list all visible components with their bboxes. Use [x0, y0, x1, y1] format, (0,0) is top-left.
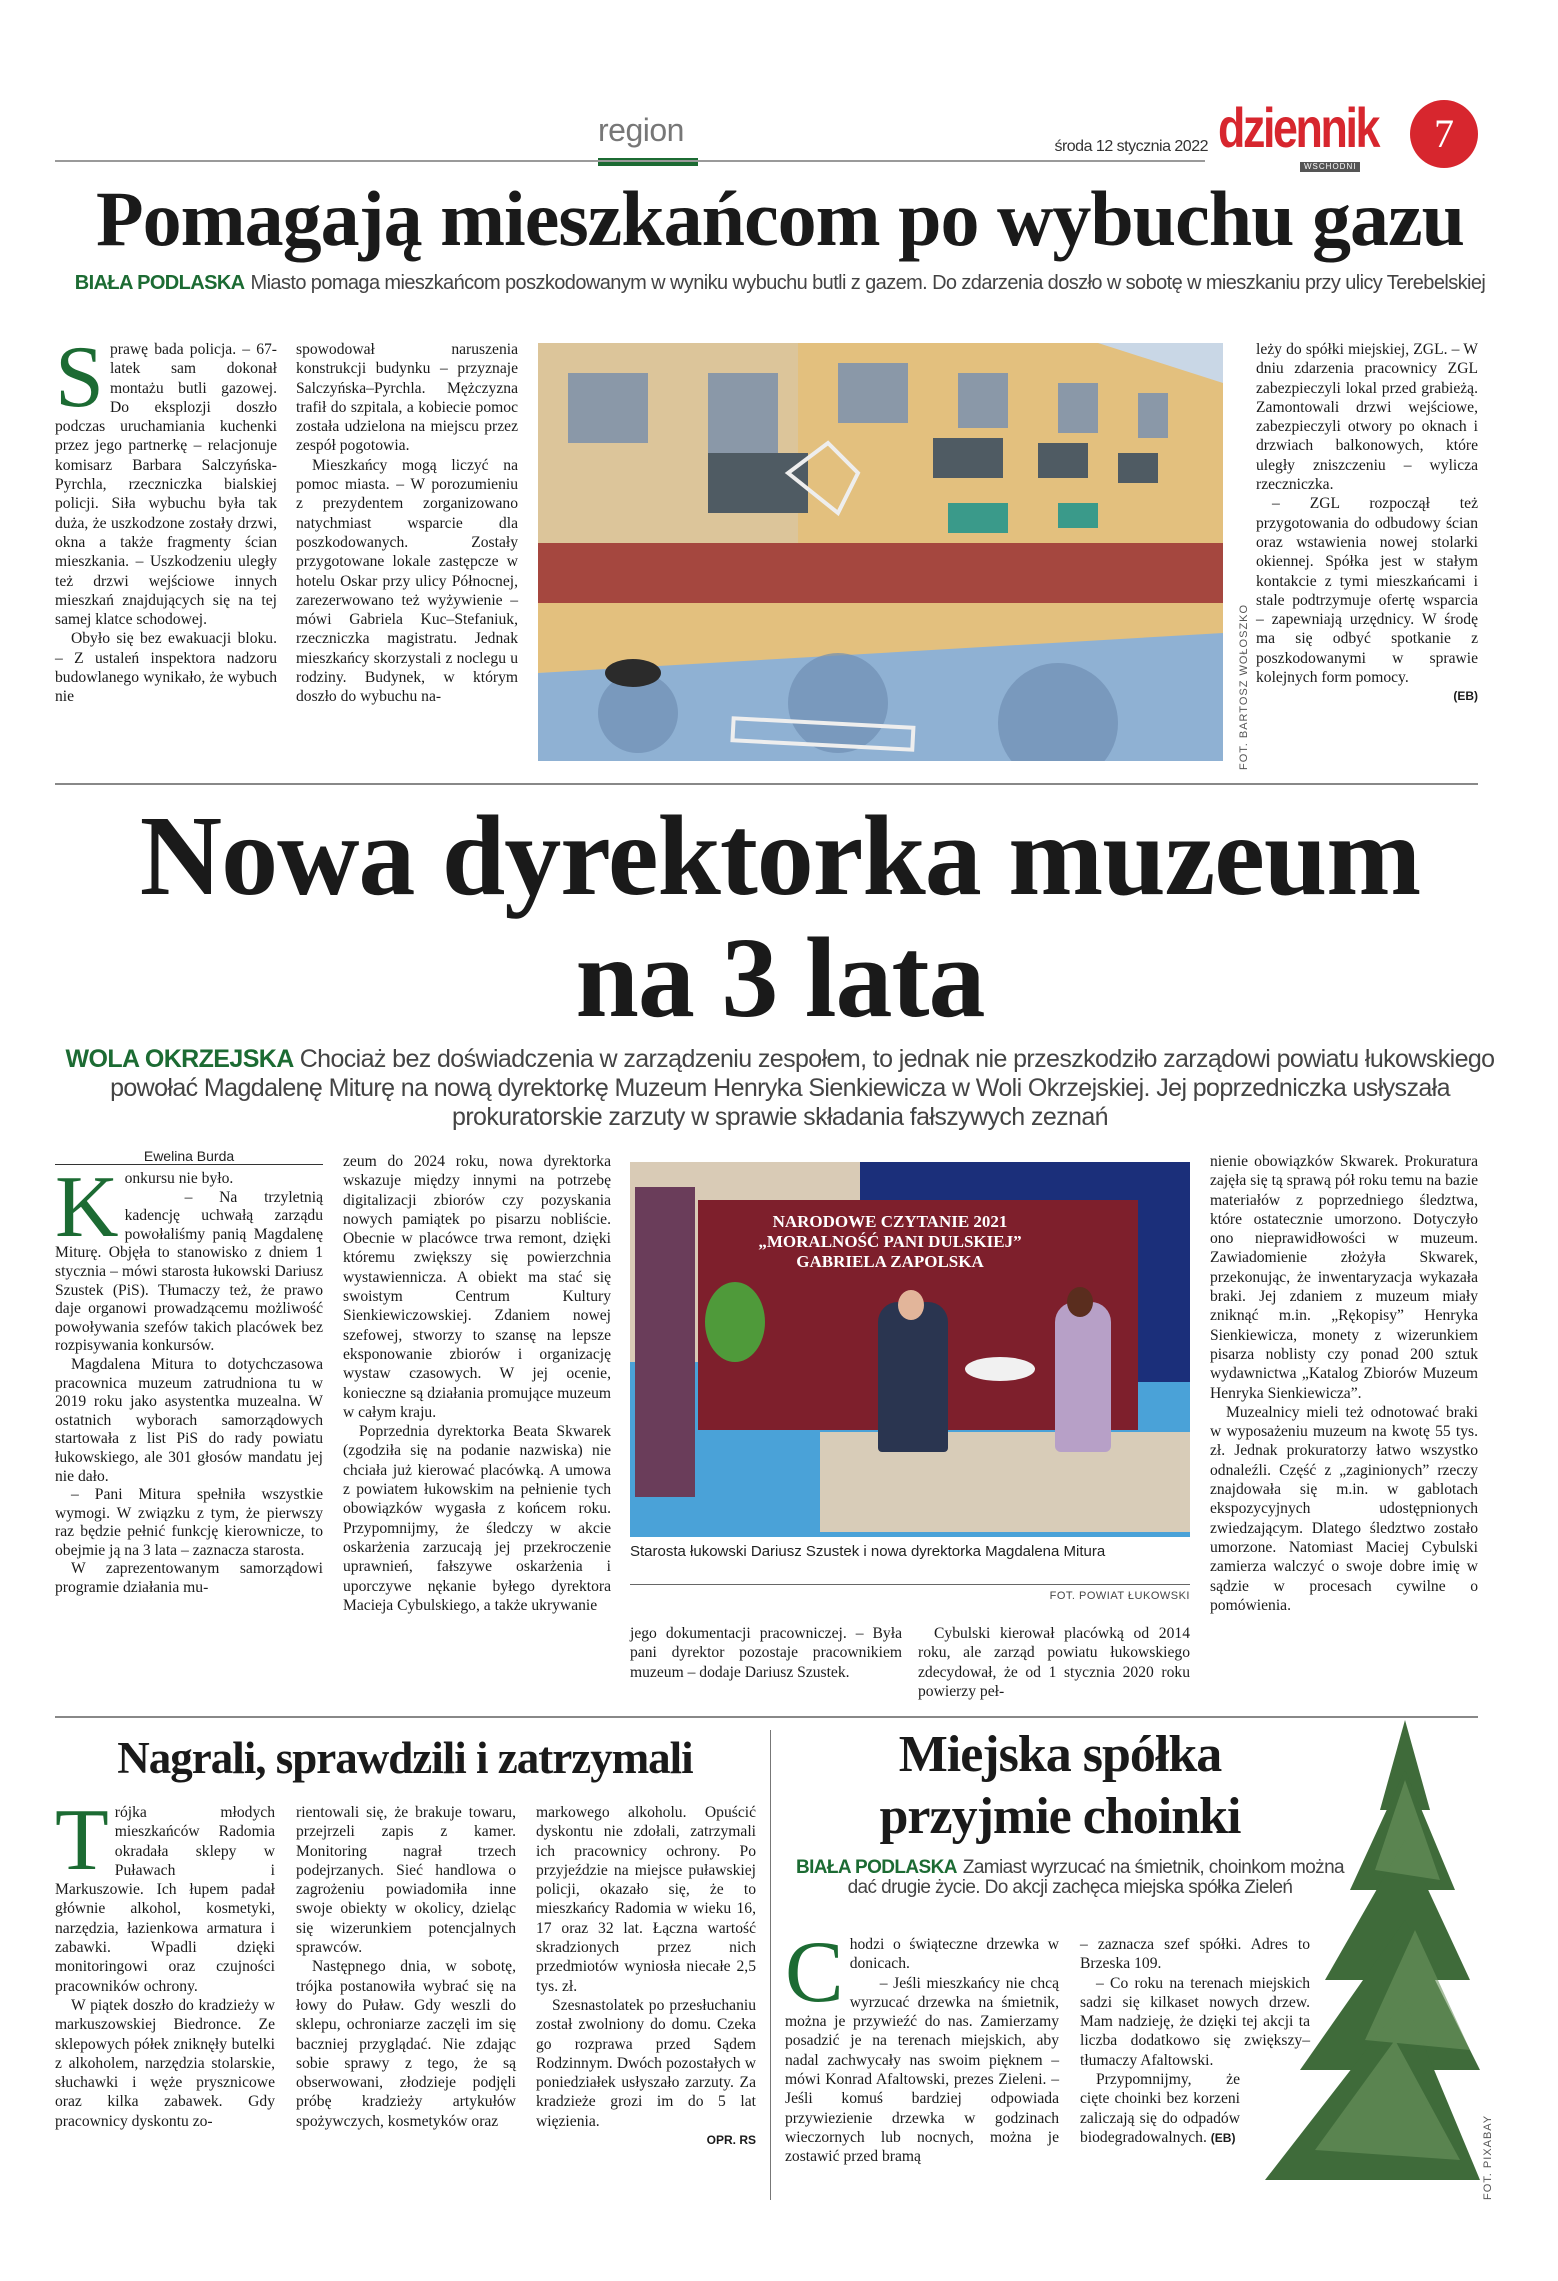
- article3-signature: OPR. RS: [706, 2133, 756, 2148]
- article4-column-1: [785, 1924, 1059, 2167]
- article1-headline: Pomagają mieszkańcom po wybuchu gazu: [95, 175, 1465, 262]
- article4-signature: (EB): [1210, 2130, 1236, 2145]
- museum-photo: [630, 1162, 1190, 1537]
- paragraph-text: Przypomnijmy, że cięte choinki bez korzeni zaliczają się do odpadów biodegradowalnych.: [1080, 2071, 1240, 2146]
- article1-column-2: [296, 340, 518, 707]
- tree-photo-credit: FOT. PIXABAY: [1482, 2114, 1494, 2200]
- article-divider: [55, 1716, 1478, 1718]
- article1-column-3: [1256, 340, 1478, 707]
- paragraph: Obyło się bez ewakuacji bloku. – Z ustaleń inspektora nadzoru budowlanego wynikało, że wybuch nie: [55, 630, 277, 706]
- banner-line: „MORALNOŚĆ PANI DULSKIEJ”: [758, 1232, 1022, 1251]
- section-label: region: [598, 112, 684, 148]
- article3-column-1: [55, 1792, 275, 2131]
- paragraph: – Pani Mitura spełniła wszystkie wymogi. W związku z tym, że pierwszy raz będzie pełnić funkcję kierownicze, to obejmie ją na 3 lata – zaznacza starosta.: [55, 1486, 323, 1559]
- byline: Ewelina Burda: [55, 1148, 323, 1165]
- rug: [820, 1432, 1190, 1532]
- article4-column-2: [1080, 1935, 1310, 2148]
- article1-signature: (EB): [1453, 689, 1478, 704]
- headline-line: na 3 lata: [575, 914, 985, 1041]
- paragraph: [1080, 2070, 1240, 2148]
- article2-column-3a: [630, 1624, 902, 1682]
- article3-column-3: [536, 1803, 756, 2150]
- paragraph: leży do spółki miejskiej, ZGL. – W dniu zdarzenia pracownicy ZGL zabezpieczyli lokal przed grabieżą. Zamontowali drzwi wejściowe, zabezpieczyli otwory po oknach i drzwiach balkonowych, które uległy zniszczeniu – wylicza rzeczniczka.: [1256, 341, 1478, 494]
- article2-column-3b: [918, 1624, 1190, 1701]
- paragraph: – zaznacza szef spółki. Adres to Brzeska 109.: [1080, 1936, 1310, 1973]
- paragraph: nienie obowiązków Skwarek. Prokuratura zajęła się tą sprawą pół roku temu na bazie materiałów z poprzedniego śledztwa, które ostatecznie umorzono. Dotyczyło ono nieprawidłowości w muzeum. Zawiadomienie złożyła Skwarek, przekonując, że inwentaryzacja wykazała braki. Jej zdaniem z muzeum miały zniknąć m.in. „Rękopisy” Henryka Sienkiewicza, monety z wizerunkiem pisarza noblisty czy ponad 200 sztuk wydawnictwa „Katalog Zbiorów Muzeum Henryka Sienkiewicza”.: [1210, 1153, 1478, 1402]
- woman-figure: [1055, 1302, 1111, 1452]
- deck-text: Chociaż bez doświadczenia w zarządzeniu zespołem, to jednak nie przeszkodziło zarządowi powiatu łukowskiego powołać Magdalenę Miturę na nową dyrektorkę Muzeum Henryka Sienkiewicza w Woli Okrzejskiej. Jej poprzedniczka usłyszała prokuratorskie zarzuty w sprawie składania fałszywych zeznań: [110, 1045, 1495, 1131]
- museum-photo-caption: Starosta łukowski Dariusz Szustek i nowa dyrektorka Magdalena Mitura: [630, 1543, 1106, 1560]
- paragraph: Muzealnicy mieli też odnotować braki w wyposażeniu muzeum na kwotę 55 tys. zł. Jednak prokuratorzy łatwo wszystko odnaleźli. Część z „zaginionych” rzeczy znajdowała się m.in. w gablotach ekspozycyjnych udostępnionych zwiedzającym. Dlatego śledztwo zostało umorzone. Natomiast Maciej Cybulski zamierza walczyć o swoje dobre imię w sądzie w procesach cywilne o pomówienia.: [1210, 1403, 1478, 1614]
- paragraph: onkursu nie było.: [124, 1170, 234, 1187]
- banner-line: GABRIELA ZAPOLSKA: [796, 1252, 984, 1271]
- deck-place: BIAŁA PODLASKA: [74, 272, 245, 294]
- drop-cap: K: [55, 1159, 119, 1256]
- paragraph: W zaprezentowanym samorządowi programie działania mu-: [55, 1560, 323, 1597]
- museum-photo-credit: FOT. POWIAT ŁUKOWSKI: [1049, 1590, 1190, 1602]
- page-number: 7: [1410, 100, 1478, 168]
- article1-photo-credit: FOT. BARTOSZ WOŁOSZKO: [1238, 603, 1250, 770]
- newspaper-logo: dziennik: [1218, 96, 1379, 159]
- article2-column-1: [55, 1159, 323, 1598]
- paragraph: – Co roku na terenach miejskich sadzi się kilkaset nowych drzew. Mam nadzieję, że dzięki tej akcji ta liczba dodatkowo się zwiększy– tłumaczy Afaltowski.: [1080, 1974, 1310, 2069]
- plant: [705, 1282, 765, 1362]
- column-divider: [770, 1730, 771, 2200]
- paragraph: Poprzednia dyrektorka Beata Skwarek (zgodziła się na podanie nazwiska) nie chciała już kierować placówką. A umowa z powiatem łukowskim na pełnienie tych obowiązków wygasła z końcem roku. Przypomnijmy, że śledczy w akcie oskarżenia zarzucają jej przekroczenie uprawnień, fałszywe oskarżenia i uporczywe nękanie byłego dyrektora Macieja Cybulskiego, a także ukrywanie: [343, 1423, 611, 1614]
- paragraph: Następnego dnia, w sobotę, trójka postanowiła wybrać się na łowy do Puław. Gdy weszli do sklepu, ochroniarze zaczęli im się baczniej przyglądać. Nie zdając sobie sprawy z tego, że są obserwowani, złodzieje podjęli próbę kradzieży artykułów spożywczych, kosmetyków oraz: [296, 1958, 516, 2130]
- paragraph: rientowali się, że brakuje towaru, przejrzeli zapis z kamer. Monitoring nagrał trzech podejrzanych. Sieć handlowa o zagrożeniu powiadomiła inne swoje obiekty w okolicy, dzieląc się wizerunkiem potencjalnych sprawców.: [296, 1804, 516, 1957]
- article2-deck: [60, 1045, 1500, 1132]
- rollup-banner: [635, 1187, 695, 1497]
- man-figure: [878, 1302, 948, 1452]
- paragraph: Cybulski kierował placówką od 2014 roku, ale zarząd powiatu łukowskiego zdecydował, że od 1 stycznia 2020 roku powierzy peł-: [918, 1625, 1190, 1700]
- paragraph: Mieszkańcy mogą liczyć na pomoc miasta. – W porozumieniu z prezydentem zorganizowano natychmiast wsparcie dla poszkodowanych. Zostały przygotowane lokale zastępcze w hotelu Oskar przy ulicy Północnej, zarezerwowano też wyżywienie – mówi Gabriela Kuc–Stefaniuk, rzeczniczka magistratu. Jednak mieszkańcy skorzystali z noclegu u rodziny. Budynek, w którym doszło do wybuchu na-: [296, 456, 518, 706]
- article2-column-2: [343, 1152, 611, 1615]
- article3-headline: Nagrali, sprawdzili i zatrzymali: [117, 1733, 693, 1783]
- drop-cap: S: [55, 329, 104, 426]
- woman-head: [1067, 1287, 1093, 1317]
- article4-deck: [785, 1858, 1355, 1898]
- headline-line: Nowa dyrektorka muzeum: [139, 792, 1421, 919]
- man-head: [898, 1290, 924, 1320]
- article1-column-1: [55, 329, 277, 707]
- paragraph: jego dokumentacji pracowniczej. – Była pani dyrektor pozostaje pracownikiem muzeum – dodaje Dariusz Szustek.: [630, 1625, 902, 1681]
- paragraph: – Jeśli mieszkańcy nie chcą wyrzucać drzewka na śmietnik, można je przywieźć do nas. Zamierzamy posadzić je na terenach miejskich, aby nadal zachwycały nas swoim pięknem – mówi Konrad Afaltowski, prezes Zieleni. – Jeśli komuś bardziej odpowiada przywiezienie drzewka w godzinach wieczornych lub nocnych, można je zostawić przed bramą: [785, 1974, 1059, 2166]
- explosion-photo: [538, 343, 1223, 761]
- paragraph: – Na trzyletnią kadencję uchwałą zarządu powołaliśmy panią Magdalenę Miturę. Objęła to stanowisko z dniem 1 stycznia – mówi starosta łukowski Dariusz Szustek (PiS). Tłumaczy też, że prawo daje organowi prowadzącemu możliwość powoływania szefów takich placówek bez rozpisywania konkursów.: [55, 1188, 323, 1355]
- paragraph: hodzi o świąteczne drzewka w donicach.: [849, 1936, 1059, 1973]
- article2-headline: [40, 792, 1520, 1041]
- banner-line: NARODOWE CZYTANIE 2021: [772, 1212, 1008, 1231]
- deck-text: Miasto pomaga mieszkańcom poszkodowanym w wyniku wybuchu butli z gazem. Do zdarzenia doszło w sobotę w mieszkaniu przy ulicy Terebelskiej: [250, 272, 1486, 294]
- article3-column-2: [296, 1803, 516, 2131]
- paragraph: Magdalena Mitura to dotychczasowa pracownica muzeum zatrudniona tu w 2019 roku jako asystentka muzealna. W ostatnich wyborach samorządowych startowała z list PiS do rady powiatu łukowskiego, ale 301 głosów mandatu jej nie dało.: [55, 1355, 323, 1485]
- drop-cap: C: [785, 1924, 844, 2021]
- paragraph: markowego alkoholu. Opuścić dyskontu nie zdołali, zatrzymali ich pracownicy ochrony. Po przyjeździe na miejsce puławskiej policji, okazało się, że to mieszkańcy Radomia w wieku 16, 17 oraz 32 lat. Łączna wartość skradzionych przez nich przedmiotów wyniosła niecałe 2,5 tys. zł.: [536, 1804, 756, 1995]
- deck-place: WOLA OKRZEJSKA: [65, 1045, 294, 1073]
- headline-line: przyjmie choinki: [879, 1788, 1241, 1845]
- paragraph: Szesnastolatek po przesłuchaniu został zwolniony do domu. Czeka go rozprawa przed Sądem Rodzinnym. Dwóch pozostałych w poniedziałek usłyszało zarzuty. Za kradzieże grozi im do 5 lat więzienia.: [536, 1996, 756, 2130]
- article2-column-4: [1210, 1152, 1478, 1615]
- header-rule: [55, 160, 1205, 162]
- paragraph: rójka młodych mieszkańców Radomia okradała sklepy w Puławach i Markuszowie. Ich łupem padał głównie alkohol, kosmetyki, narzędzia, łazienkowa armatura i zabawki. Wpadli dzięki monitoringowi oraz czujności pracowników ochrony.: [55, 1804, 275, 1995]
- deck-text: Zamiast wyrzucać na śmietnik, choinkom można dać drugie życie. Do akcji zachęca miejska spółka Zieleń: [847, 1857, 1345, 1898]
- caption-rule: [630, 1584, 1190, 1585]
- article1-deck: [60, 272, 1500, 294]
- paragraph: – ZGL rozpoczął też przygotowania do odbudowy ścian oraz wstawienia nowej stolarki okiennej. Spółka jest w stałym kontakcie z tymi mieszkańcami i stale podtrzymuje ofertę wsparcia – zapewniają urzędnicy. W środę ma się odbyć spotkanie z poszkodowanymi w sprawie kolejnych form pomocy.: [1256, 495, 1478, 687]
- article4-headline: [790, 1724, 1330, 1848]
- paragraph: W piątek doszło do kradzieży w markuszowskiej Biedronce. Ze sklepowych półek zniknęły butelki z alkoholem, narzędzia stolarskie, słuchawki i węże prysznicowe oraz kilka zabawek. Gdy pracownicy dyskontu zo-: [55, 1996, 275, 2130]
- paragraph: spowodował naruszenia konstrukcji budynku – przyznaje Salczyńska–Pyrchla. Mężczyzna trafił do szpitala, a kobiecie pomoc została udzielona na miejscu przez zespół pogotowia.: [296, 341, 518, 455]
- paragraph: zeum do 2024 roku, nowa dyrektorka wskazuje między innymi na potrzebę digitalizacji zbiorów czy pozyskania nowych pamiątek po pisarzu nobliście. Obecnie w placówce trwa remont, dzięki któremu zwiększy się powierzchnia wystawiennicza. A obiekt ma stać się swoistym Centrum Kultury Sienkiewiczowskiej. Zdaniem nowej szefowej, stworzy to szansę na lepsze eksponowanie zbiorów i organizację wystaw czasowych. W jej ocenie, konieczne są działania promujące muzeum w całym kraju.: [343, 1153, 611, 1421]
- banner-text: [730, 1212, 1050, 1272]
- issue-date: środa 12 stycznia 2022: [1054, 138, 1208, 155]
- article-divider: [55, 783, 1478, 785]
- drop-cap: T: [55, 1792, 109, 1889]
- newspaper-logo-sub: WSCHODNI: [1300, 162, 1360, 172]
- deck-place: BIAŁA PODLASKA: [795, 1857, 957, 1878]
- table: [965, 1357, 1035, 1381]
- headline-line: Miejska spółka: [898, 1726, 1222, 1783]
- paragraph: prawę bada policja. – 67-latek sam dokonał montażu butli gazowej. Do eksplozji doszło podczas uruchamiania kuchenki przez jego partnerkę – relacjonuje komisarz Barbara Salczyńska-Pyrchla, rzeczniczka bialskiej policji. Siła wybuchu była tak duża, że uszkodzone zostały drzwi, okna a także fragmenty ścian mieszkania. – Uszkodzeniu uległy też drzwi wejściowe innych mieszkań znajdujących się na tej samej klatce schodowej.: [55, 341, 277, 629]
